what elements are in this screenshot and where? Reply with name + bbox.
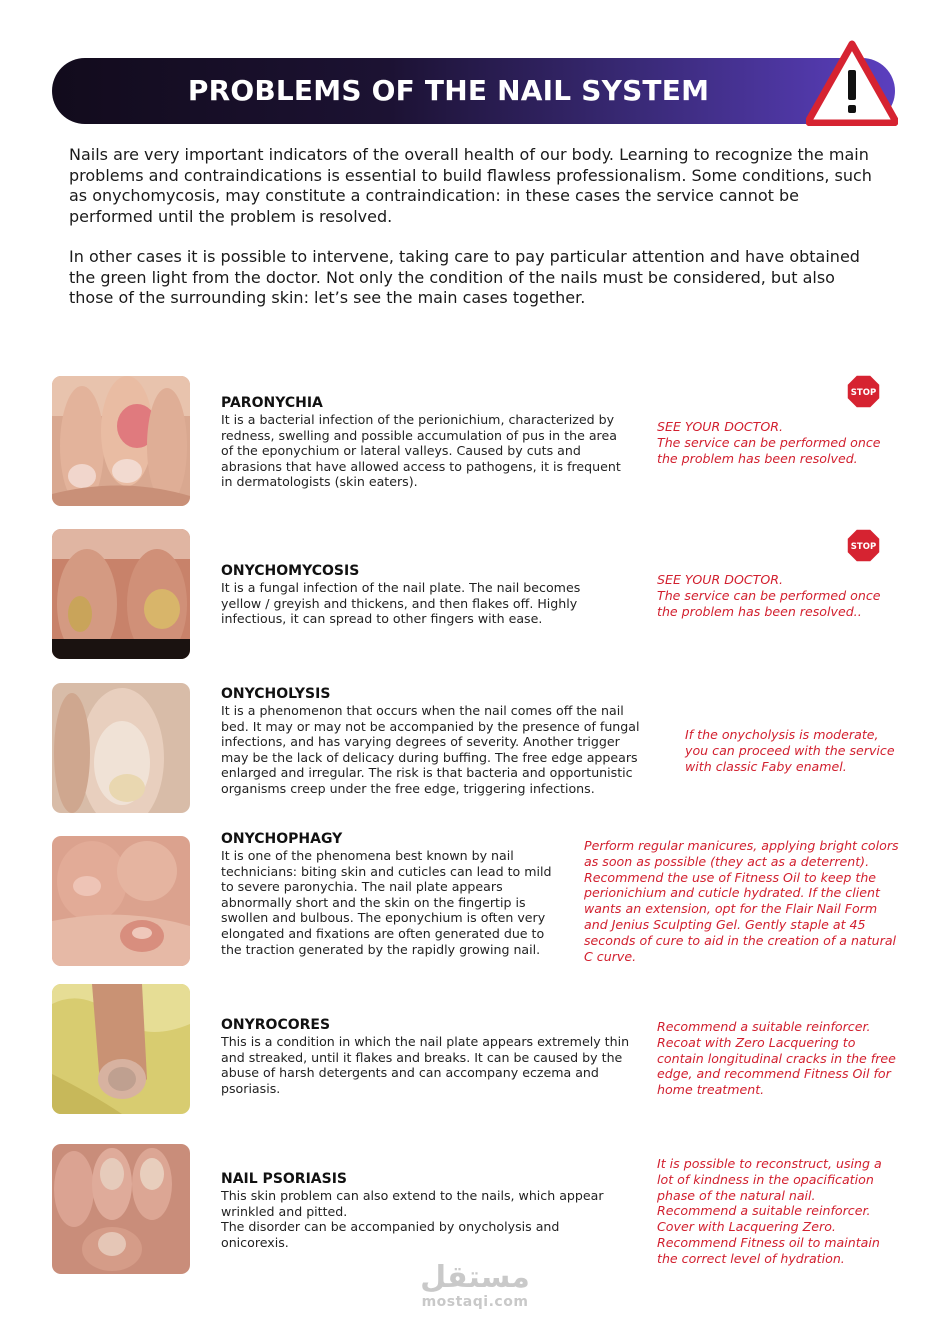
condition-title-nail-psoriasis: NAIL PSORIASIS	[221, 1171, 347, 1187]
warning-triangle-icon	[806, 40, 898, 126]
watermark-arabic: مستقل	[420, 1260, 530, 1295]
paronychia-photo	[52, 376, 190, 506]
condition-description-onychophagy: It is one of the phenomena best known by nail technicians: biting skin and cuticles can lead to mild to severe paronychia. The nail plate appears abnormally short and the skin on the fingertip is swollen and bulbous. The eponychium is often very elongated and fixations are often generated due to the traction generated by the rapidly growing nail.	[221, 848, 552, 957]
condition-description-paronychia: It is a bacterial infection of the perionichium, characterized by redness, swelling and possible accumulation of pus in the area of the eponychium or lateral valleys. Caused by cuts and abrasions that have allowed access to pathogens, it is frequent in dermatologists (skin eaters).	[221, 412, 621, 490]
condition-description-nail-psoriasis: This skin problem can also extend to the nails, which appear wrinkled and pitted. The disorder can be accompanied by onycholysis and onicorexis.	[221, 1188, 604, 1250]
intro-paragraph-2: In other cases it is possible to intervene, taking care to pay particular attention and have obtained the green light from the doctor. Not only the condition of the nails must be considered, but also those of the surrounding skin: let’s see the main cases together.	[69, 247, 860, 307]
condition-description-onycholysis: It is a phenomenon that occurs when the nail comes off the nail bed. It may or may not be accompanied by the presence of fungal infections, and has varying degrees of severity. Another trigger may be the lack of delicacy during buffing. The free edge appears enlarged and irregular. The risk is that bacteria and opportunistic organisms creep under the free edge, triggering infections.	[221, 703, 640, 796]
onycholysis-photo	[52, 683, 190, 813]
onyrocores-photo	[52, 984, 190, 1114]
condition-note-onychomycosis: SEE YOUR DOCTOR. The service can be performed once the problem has been resolved..	[657, 572, 881, 619]
stop-sign-label: STOP	[850, 542, 877, 552]
condition-note-nail-psoriasis: It is possible to reconstruct, using a lot of kindness in the opacification phase of the natural nail. Recommend a suitable reinforcer. Cover with Lacquering Zero. Recommend Fitness oil to maintain the correct level of hydration.	[657, 1156, 882, 1266]
stop-sign-label: STOP	[850, 388, 877, 398]
intro-paragraph-1: Nails are very important indicators of the overall health of our body. Learning to recognize the main problems and contraindications is essential to build flawless professionalism. Some conditions, such as onychomycosis, may constitute a contraindication: in these cases the service cannot be performed until the problem is resolved.	[69, 145, 872, 226]
stop-sign-icon	[846, 374, 881, 409]
condition-title-onychophagy: ONYCHOPHAGY	[221, 831, 343, 847]
condition-note-paronychia: SEE YOUR DOCTOR. The service can be performed once the problem has been resolved.	[657, 419, 881, 466]
page-title: PROBLEMS OF THE NAIL SYSTEM	[187, 74, 710, 107]
watermark	[410, 1262, 540, 1310]
condition-title-paronychia: PARONYCHIA	[221, 395, 323, 411]
nail-psoriasis-photo	[52, 1144, 190, 1274]
condition-title-onychomycosis: ONYCHOMYCOSIS	[221, 563, 360, 579]
watermark-latin: mostaqi.com	[421, 1294, 529, 1310]
condition-title-onyrocores: ONYROCORES	[221, 1017, 331, 1033]
condition-note-onychophagy: Perform regular manicures, applying bright colors as soon as possible (they act as a deterrent). Recommend the use of Fitness Oil to keep the perionichium and cuticle hydrated. If the client wants an extension, opt for the Flair Nail Form and Jenius Sculpting Gel. Gently staple at 45 seconds of cure to aid in the creation of a natural C curve.	[584, 838, 899, 964]
condition-note-onycholysis: If the onycholysis is moderate, you can proceed with the service with classic Faby enamel.	[685, 727, 895, 774]
stop-sign-icon	[846, 528, 881, 563]
condition-description-onychomycosis: It is a fungal infection of the nail plate. The nail becomes yellow / greyish and thickens, and then flakes off. Highly infectious, it can spread to other fingers with ease.	[221, 580, 581, 627]
onychophagy-photo	[52, 836, 190, 966]
condition-description-onyrocores: This is a condition in which the nail plate appears extremely thin and streaked, until it flakes and breaks. It can be caused by the abuse of harsh detergents and can accompany eczema and psoriasis.	[221, 1034, 630, 1096]
condition-title-onycholysis: ONYCHOLYSIS	[221, 686, 331, 702]
condition-note-onyrocores: Recommend a suitable reinforcer. Recoat with Zero Lacquering to contain longitudinal cracks in the free edge, and recommend Fitness Oil for home treatment.	[657, 1019, 896, 1098]
onychomycosis-photo	[52, 529, 190, 659]
